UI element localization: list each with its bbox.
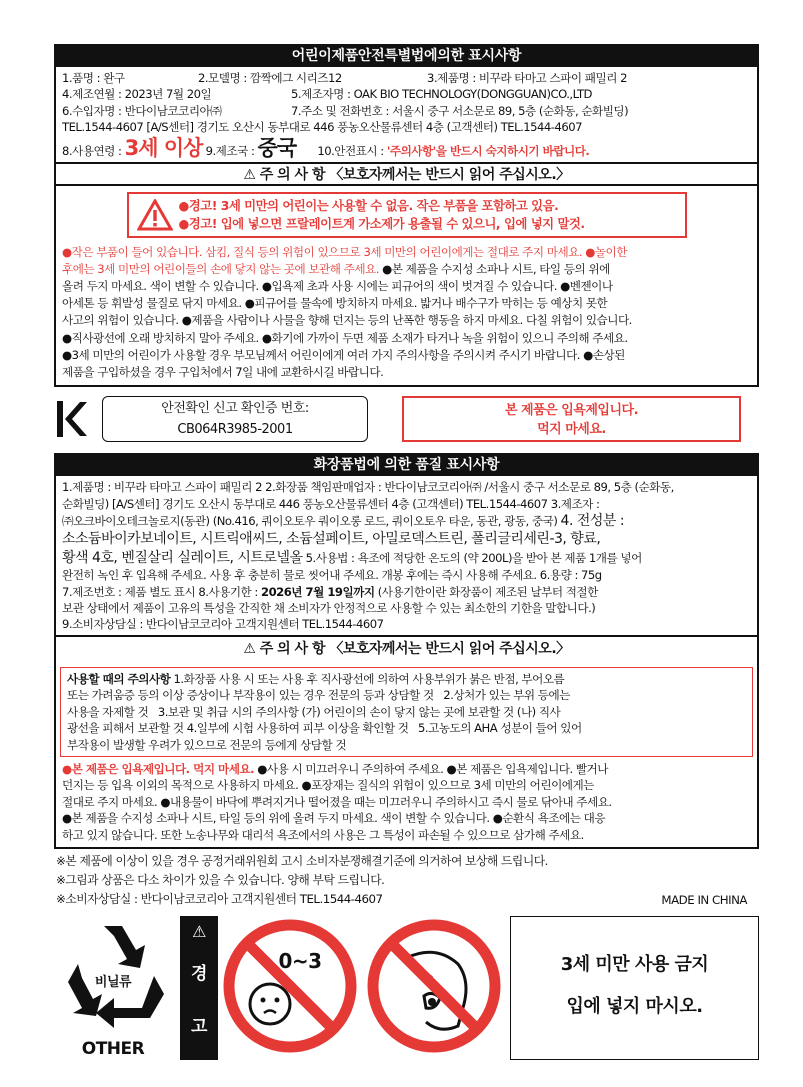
kc-row1 [62, 70, 751, 86]
bath-caution-text: 던지는 등 입욕 이외의 목적으로 사용하지 마세요. ●포장재는 질식의 위험이 있으므로 3세 미만의 어린이에게는 [62, 778, 594, 793]
country-value: 중국 [257, 135, 297, 160]
cert-label: 안전확인 신고 확인증 번호: [161, 401, 309, 417]
note-2: ※그림과 상품은 다소 차이가 있을 수 있습니다. 양해 부탁 드립니다. [56, 873, 385, 888]
note-1: ※본 제품에 이상이 있을 경우 공정거래위원회 고시 소비자분쟁해결기준에 의거하여 보상해 드립니다. [56, 854, 548, 869]
age-range-label: 0~3 [278, 949, 322, 973]
cosmetics-text [56, 476, 757, 634]
kc-row4: TEL.1544-4607 [A/S센터] 경기도 오산시 동부대로 446 풍농오산물류센터 4층 (고객센터) TEL.1544-4607 [62, 120, 582, 135]
caution-text [56, 244, 757, 386]
age-warning-line2: 입에 넣지 마시오. [566, 996, 703, 1017]
bath-caution-text: ●본 제품은 입욕제입니다. 먹지 마세요. [62, 762, 255, 777]
cosmetics-line [62, 616, 751, 632]
caution-text: ●3세 미만의 어린이가 사용할 경우 부모님께서 어린이에게 여러 가지 주의사항을 주의시켜 주시기 바랍니다. ●손상된 [62, 347, 625, 362]
cosmetics-text: 9.소비자상담실 : 반다이남코코리아 고객지원센터 TEL.1544-4607 [62, 617, 384, 632]
caution-text: 제품을 구입하셨을 경우 구입처에서 7일 내에 교환하시길 바랍니다. [62, 365, 384, 380]
kc-header: 어린이제품안전특별법에의한 표시사항 [56, 46, 757, 67]
caution-text: 아세톤 등 휘발성 물질로 닦지 마세요. ●피규어를 물속에 방치하지 마세요. 밟거나 배수구가 막히는 등 예상치 못한 [62, 296, 608, 311]
certification-box [102, 396, 368, 442]
caution-line [62, 261, 751, 278]
usage-line [67, 720, 746, 737]
country-label: 9.제조국 : [205, 143, 258, 158]
warning-header-2: ⚠ 주 의 사 항 〈보호자께서는 반드시 읽어 주십시오.〉 [56, 635, 757, 661]
product-type: 1.품명 : 완구 [62, 71, 125, 85]
warning-box [127, 192, 687, 238]
recycle-icon [54, 916, 172, 1064]
safety-label: 10.안전표시 : [317, 143, 387, 158]
caution-text: ●작은 부품이 들어 있습니다. 삼킴, 질식 등의 위험이 있으므로 3세 미만의 어린이에게는 절대로 주지 마세요. ●놀이한 [62, 244, 627, 259]
caution-line [62, 244, 751, 261]
certification-row [54, 395, 759, 443]
kc-info [56, 67, 757, 162]
bath-caution-line [62, 761, 751, 777]
usage-text: 사용할 때의 주의사항 [67, 671, 171, 686]
caution-line [62, 347, 751, 364]
bath-caution-text: ●본 제품을 수지성 소파나 시트, 타일 등의 위에 올려 두지 마세요. 색이 변할 수 있습니다. ●순환식 욕조에는 대응 [62, 811, 606, 826]
model-name: 2.모델명 : 깜짝에그 시리즈12 [198, 71, 342, 85]
manufacture-date: 4.제조연월 : 2023년 7월 20일 [62, 87, 212, 102]
cosmetics-text: 5.사용법 : 욕조에 적당한 온도의 (약 200L)을 받아 본 제품 1개를 넣어 [302, 550, 642, 565]
manufacturer: 5.제조자명 : OAK BIO TECHNOLOGY(DONGGUAN)CO.,LTD [291, 87, 592, 102]
warning-strip [180, 916, 218, 1060]
notes [54, 849, 759, 909]
kc-row5 [62, 136, 751, 162]
usage-text: 사용을 자제할 것 3.보관 및 취급 시의 주의사항 (가) 어린이의 손이 닿지 않는 곳에 보관할 것 (나) 직사 [67, 704, 561, 719]
usage-text: 광선을 피해서 보관할 것 4.일부에 시험 사용하여 피부 이상을 확인할 것 5.고농도의 AHA 성분이 들어 있어 [67, 721, 582, 736]
warning-box-text [179, 197, 585, 233]
cosmetics-text: (사용기한이란 화장품이 제조된 날부터 적절한 [374, 584, 598, 599]
warning-line2: ●경고! 입에 넣으면 프랄레이트계 가소제가 용출될 수 있으니, 입에 넣지 말것. [178, 215, 585, 231]
cosmetics-header: 화장품법에 의한 품질 표시사항 [56, 455, 757, 476]
recycle-mark [54, 916, 172, 1064]
caution-text: 올려 두지 마세요. 색이 변할 수 있습니다. ●입욕제 초과 사용 시에는 피규어의 색이 벗겨질 수 있습니다. ●벤젠이나 [62, 279, 613, 294]
note-3: ※소비자상담실 : 반다이남코코리아 고객지원센터 TEL.1544-4607 [56, 892, 383, 907]
safety-value: '주의사항'을 반드시 숙지하시기 바랍니다. [386, 143, 590, 158]
cosmetics-text: 4. 전성분 : [560, 512, 625, 529]
warning-triangle-icon [137, 199, 173, 231]
caution-line [62, 330, 751, 347]
bath-caution-line [62, 777, 751, 793]
usage-caution-box [60, 667, 753, 758]
usage-line [67, 671, 746, 688]
caution-text: ●직사광선에 오래 방치하지 말아 주세요. ●화기에 가까이 두면 제품 소재가 타거나 녹을 위험이 있으니 주의해 주세요. [62, 330, 628, 345]
cosmetics-text: 순화빌딩) [A/S센터] 경기도 오산시 동부대로 446 풍농오산물류센터 4층 (고객센터) TEL.1544-4607 3.제조자 : [62, 496, 600, 511]
bath-caution-text: 절대로 주지 마세요. ●내용물이 바닥에 뿌려지거나 떨어졌을 때는 미끄러우니 주의하시고 즉시 물로 닦아내 주세요. [62, 794, 612, 809]
no-mouth-icon [366, 918, 502, 1054]
cosmetics-line [62, 479, 751, 495]
usage-text: 1.화장품 사용 시 또는 사용 후 직사광선에 의하여 사용부위가 붉은 반점, 부어오름 [170, 671, 565, 686]
kc-mark-icon [56, 399, 90, 439]
bath-caution-text [56, 761, 757, 847]
caution-line [62, 364, 751, 381]
cosmetics-text: 1.제품명 : 비꾸라 타마고 스파이 패밀리 2 2.화장품 책임판매업자 : 반다이남코코리아㈜ /서울시 중구 서소문로 89, 5층 (순화동, [62, 480, 674, 495]
caution-text: 후에는 3세 미만의 어린이들의 손에 닿지 않는 곳에 보관해 주세요. [62, 261, 379, 276]
importer: 6.수입자명 : 반다이남코코리아㈜ [62, 103, 222, 118]
usage-text: 또는 가려움증 등의 이상 증상이나 부작용이 있는 경우 전문의 등과 상담할 것 2.상처가 있는 부위 등에는 [67, 688, 570, 703]
usage-line [67, 737, 746, 754]
warning-header: ⚠ 주 의 사 항 〈보호자께서는 반드시 읽어 주십시오.〉 [56, 162, 757, 186]
bath-notice-box [402, 396, 741, 442]
caution-line [62, 278, 751, 295]
cosmetics-text: 소소듐바이카보네이트, 시트릭애씨드, 소듐설페이트, 아밀로덱스트린, 폴리글리세린-3, 향료, [62, 531, 601, 548]
caution-line [62, 295, 751, 312]
bath-caution-line [62, 810, 751, 826]
usage-line [67, 687, 746, 704]
cosmetics-line [62, 496, 751, 512]
age-value: 3세 이상 [124, 135, 203, 160]
made-in: MADE IN CHINA [661, 893, 747, 907]
usage-text: 부작용이 발생할 우려가 있으므로 전문의 등에게 상담할 것 [67, 737, 347, 752]
kc-row2 [62, 86, 751, 102]
warning-strip-char2: 고 [191, 1017, 207, 1037]
age-warning-line1: 3세 미만 사용 금지 [560, 954, 709, 975]
cosmetics-line [62, 530, 751, 549]
cert-number: CB064R3985-2001 [177, 422, 293, 438]
cosmetics-line [62, 512, 751, 531]
bath-notice-line1: 본 제품은 입욕제입니다. [504, 403, 639, 419]
cosmetics-text: 2026년 7월 19일까지 [261, 584, 375, 599]
bath-caution-line [62, 794, 751, 810]
cosmetics-line [62, 567, 751, 583]
cosmetics-text: 보관 상태에서 제품이 고유의 특성을 간직한 채 소비자가 안정적으로 사용할 수 있는 최소한의 기한을 말합니다.) [62, 600, 596, 615]
caution-text: 사고의 위험이 있습니다. ●제품을 사람이나 사물을 향해 던지는 등의 난폭한 행동을 하지 마세요. 다칠 위험이 있습니다. [62, 313, 632, 328]
cosmetics-section [54, 453, 759, 849]
bath-caution-line [62, 827, 751, 843]
no-under-3-icon [222, 918, 358, 1054]
cosmetics-line [62, 584, 751, 600]
bath-notice-line2: 먹지 마세요. [537, 422, 606, 438]
age-label: 8.사용연령 : [62, 143, 125, 158]
warning-strip-char1: 경 [191, 964, 207, 984]
kc-row3 [62, 103, 751, 119]
warning-line1: ●경고! 3세 미만의 어린이는 사용할 수 없음. 작은 부품을 포함하고 있음. [178, 197, 559, 213]
cosmetics-text: 황색 4호, 벤질살리 실레이트, 시트로넬올 [62, 549, 303, 566]
age-warning-box [510, 916, 759, 1060]
cosmetics-line [62, 600, 751, 616]
cosmetics-text: 7.제조번호 : 제품 별도 표시 8.사용기한 : [62, 584, 262, 599]
usage-line [67, 704, 746, 721]
cosmetics-line [62, 549, 751, 568]
caution-text: ●본 제품을 수지성 소파나 시트, 타일 등의 위에 [378, 261, 610, 276]
warning-strip-icon: ⚠ [192, 922, 206, 941]
product-name: 3.제품명 : 비꾸라 타마고 스파이 패밀리 2 [427, 71, 627, 85]
bath-caution-text: ●사용 시 미끄러우니 주의하여 주세요. ●본 제품은 입욕제입니다. 빨거나 [254, 762, 608, 777]
kc-section [54, 44, 759, 387]
address: 7.주소 및 전화번호 : 서울시 중구 서소문로 89, 5층 (순화동, 순화빌딩) [291, 103, 629, 118]
bottom-icons [54, 916, 759, 1064]
bath-caution-text: 하고 있지 않습니다. 또한 노송나무와 대리석 욕조에서의 사용은 그 특성이 파손될 수 있으므로 삼가해 주세요. [62, 827, 584, 842]
recycle-material: 비닐류 [94, 975, 132, 990]
caution-line [62, 312, 751, 329]
cosmetics-text: ㈜오크바이오테크놀로지(동관) (No.416, 쿼이오토우 쿼이오롱 로드, 쿼이오토우 타운, 동관, 광동, 중국) [62, 513, 561, 528]
recycle-category: OTHER [81, 1039, 145, 1059]
cosmetics-text: 완전히 녹인 후 입욕해 주세요. 사용 후 충분히 물로 씻어내 주세요. 개봉 후에는 즉시 사용해 주세요. 6.용량 : 75g [62, 568, 602, 583]
